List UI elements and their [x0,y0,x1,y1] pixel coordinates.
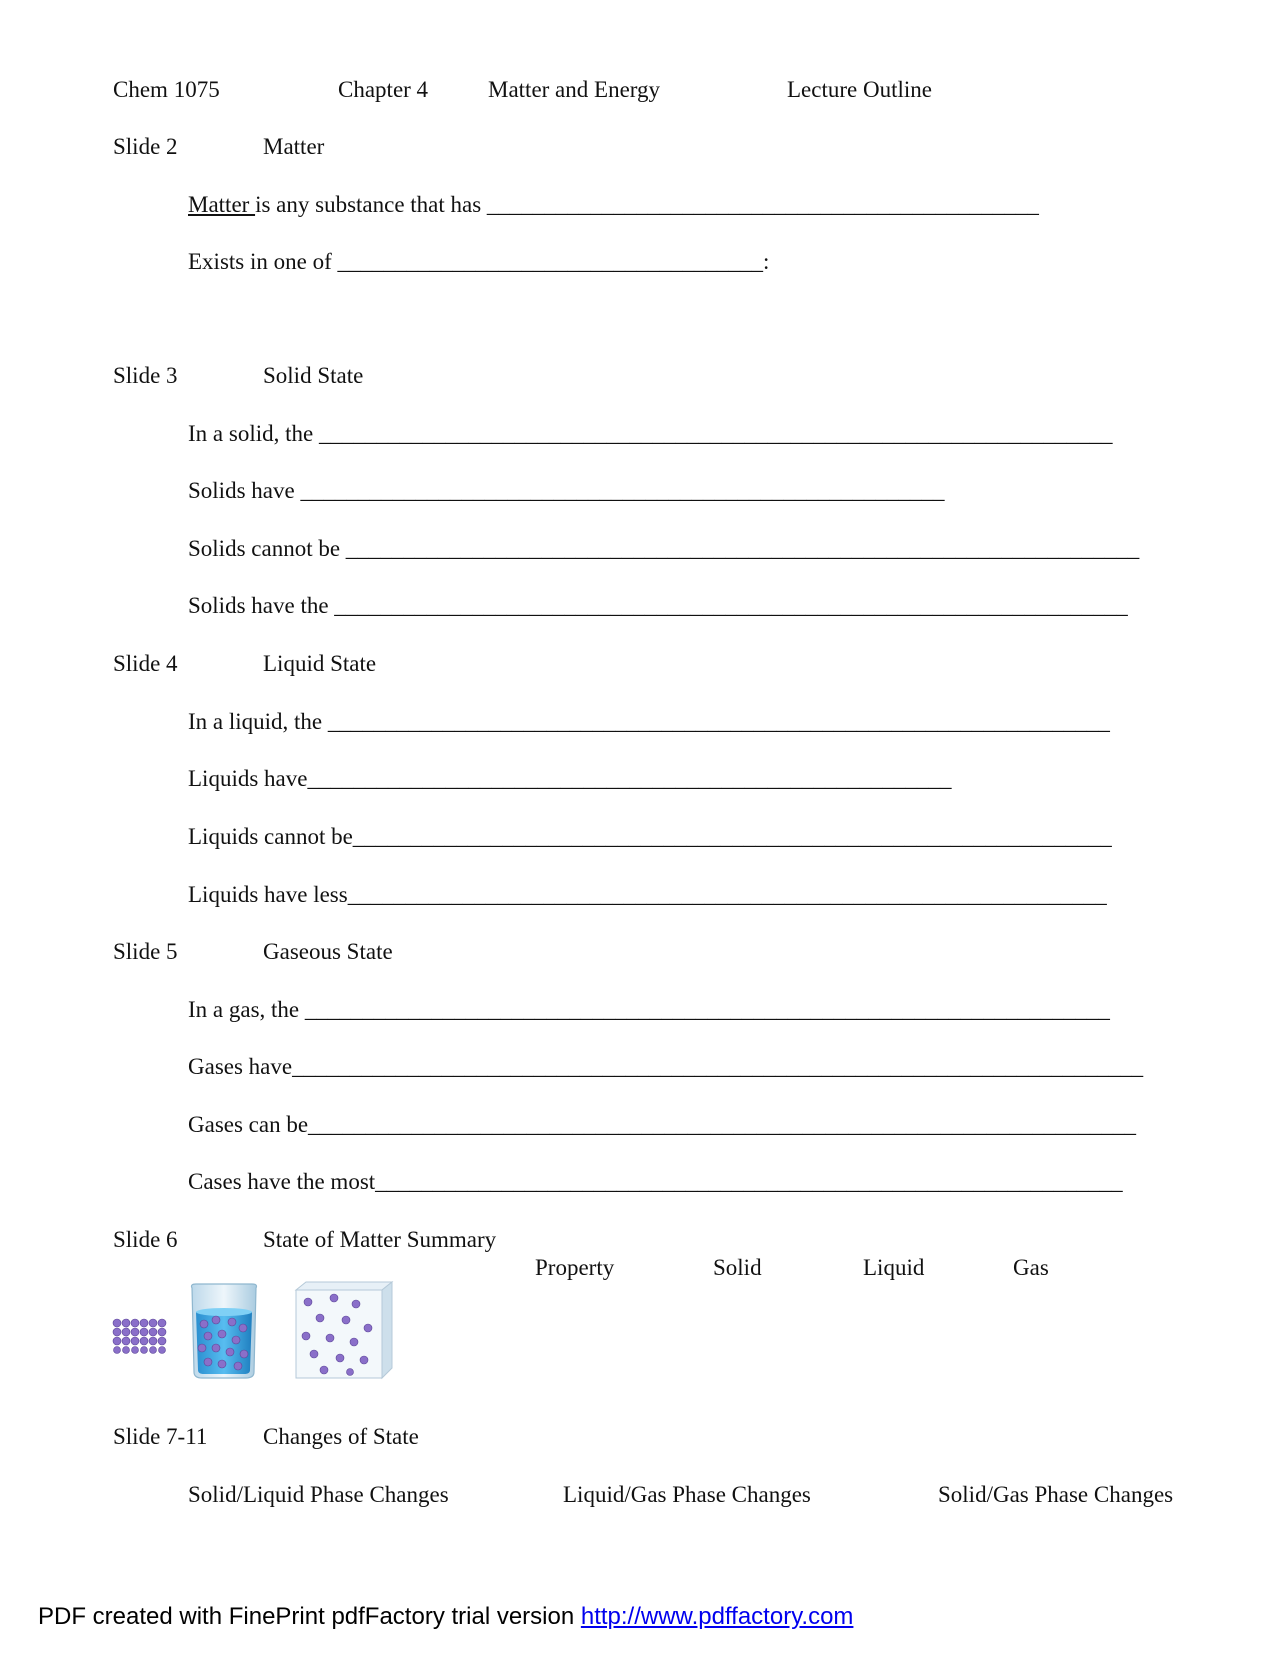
slide-2-line-1 [188,191,1039,219]
slide-3-label: Slide 3 [113,363,178,388]
topic-title: Matter and Energy [488,77,661,102]
column-header-liquid: Liquid [863,1255,925,1280]
chapter-label: Chapter 4 [338,77,429,102]
matter-definition-blank: is any substance that has ________________________________________________ [255,192,1039,217]
column-header-gas: Gas [1013,1255,1049,1280]
slide-6-label: Slide 6 [113,1227,178,1252]
column-header-property: Property [535,1255,615,1280]
slide-5-title: Gaseous State [263,939,393,964]
gas-container-figure [294,1280,394,1380]
slide-2-line-2: Exists in one of _____________________________________: [188,249,770,274]
slide-4-label: Slide 4 [113,651,178,676]
heading-liquid-gas-changes: Liquid/Gas Phase Changes [563,1482,811,1507]
slide-7-11-title: Changes of State [263,1424,419,1449]
slide-5-line-3: Gases can be________________________________________________________________________ [188,1112,1137,1137]
slide-4-line-4: Liquids have less__________________________________________________________________ [188,882,1107,907]
liquid-beaker-figure [188,1282,260,1380]
slide-3-line-4: Solids have the _____________________________________________________________________ [188,593,1128,618]
course-name: Chem 1075 [113,77,220,102]
slide-4-title: Liquid State [263,651,377,676]
pdffactory-link[interactable]: http://www.pdffactory.com [580,1603,854,1630]
document-type: Lecture Outline [787,77,932,102]
slide-3-line-3: Solids cannot be _____________________________________________________________________ [188,536,1140,561]
footer-text: PDF created with FinePrint pdfFactory trial version [38,1603,581,1630]
matter-term: Matter [188,192,256,217]
slide-4-line-1: In a liquid, the ____________________________________________________________________ [188,709,1110,734]
pdf-footer [38,1602,853,1632]
slide-5-line-2: Gases have__________________________________________________________________________ [188,1054,1144,1079]
slide-3-title: Solid State [263,363,364,388]
slide-6-title: State of Matter Summary [263,1227,497,1252]
heading-solid-liquid-changes: Solid/Liquid Phase Changes [188,1482,449,1507]
slide-4-line-3: Liquids cannot be__________________________________________________________________ [188,824,1112,849]
slide-3-line-1: In a solid, the _____________________________________________________________________ [188,421,1113,446]
slide-5-line-1: In a gas, the ______________________________________________________________________ [188,997,1110,1022]
slide-7-11-label: Slide 7-11 [113,1424,208,1449]
slide-4-line-2: Liquids have________________________________________________________ [188,766,952,791]
slide-3-line-2: Solids have ________________________________________________________ [188,478,945,503]
slide-2-title: Matter [263,134,325,159]
slide-2-label: Slide 2 [113,134,178,159]
slide-5-line-4: Cases have the most_________________________________________________________________ [188,1169,1123,1194]
heading-solid-gas-changes: Solid/Gas Phase Changes [938,1482,1174,1507]
solid-particles-figure [112,1318,168,1354]
slide-5-label: Slide 5 [113,939,178,964]
column-header-solid: Solid [713,1255,762,1280]
